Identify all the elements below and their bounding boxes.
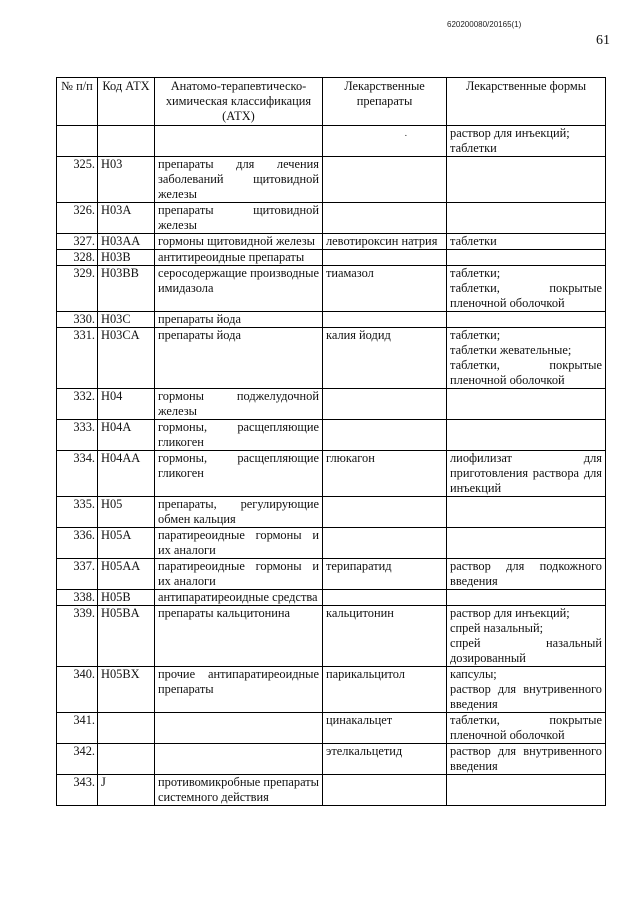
table-row [57,312,606,328]
table-header-row [57,78,606,126]
dosage-form-line: лиофилизат для приготовления раствора для инъекций [450,451,602,495]
table-body [57,126,606,806]
table-row [57,713,606,744]
classification-name-cell: антипаратиреоидные средства [155,590,323,606]
drug-name-cell [323,389,447,420]
classification-name-cell: гормоны, расщепляющие гликоген [155,420,323,451]
drug-name-cell [323,266,447,312]
dosage-form-line: таблетки, покрытые пленочной оболочкой [450,713,602,742]
dosage-form-line: раствор для внутривенного введения [450,744,602,773]
drug-name-cell [323,559,447,590]
drug-name-cell [323,126,447,157]
dosage-form-line: таблетки, покрытые пленочной оболочкой [450,358,602,387]
drug-name: калия йодид [326,328,391,342]
table-row [57,420,606,451]
drug-name-cell [323,590,447,606]
table-row [57,389,606,420]
classification-name-cell: гормоны щитовидной железы [155,234,323,250]
row-number-cell: 326. [57,203,98,234]
drug-name-cell [323,606,447,667]
drug-name: парикальцитол [326,667,405,681]
atx-code-cell: H05BA [98,606,155,667]
dosage-forms-cell [447,775,606,806]
atx-code-cell: H03C [98,312,155,328]
atx-code-cell: H05 [98,497,155,528]
dosage-form-line: раствор для инъекций; [450,126,570,140]
table-row [57,775,606,806]
classification-name-cell [155,126,323,157]
row-number-cell: 328. [57,250,98,266]
atx-code-cell: H04AA [98,451,155,497]
table-row [57,126,606,157]
row-number-cell: 338. [57,590,98,606]
dosage-forms-cell [447,203,606,234]
drug-name: цинакальцет [326,713,393,727]
atx-code-cell: H03 [98,157,155,203]
dosage-form-line: таблетки [450,234,497,248]
drug-name: терипаратид [326,559,392,573]
atx-code-cell: H04A [98,420,155,451]
drug-name-cell [323,775,447,806]
dosage-forms-cell [447,590,606,606]
drug-name-cell [323,234,447,250]
column-header-drugs: Лекарственные препараты [323,78,447,126]
atx-code-cell: H04 [98,389,155,420]
dosage-forms-cell [447,451,606,497]
classification-name-cell: паратиреоидные гормоны и их аналоги [155,559,323,590]
table-row [57,157,606,203]
row-number-cell: 336. [57,528,98,559]
table-row [57,266,606,312]
classification-name-cell: препараты йода [155,312,323,328]
classification-name-cell: гормоны, расщепляющие гликоген [155,451,323,497]
classification-name-cell: препараты йода [155,328,323,389]
atx-code-cell: J [98,775,155,806]
dosage-form-line: таблетки [450,141,497,155]
classification-name-cell: препараты щитовидной железы [155,203,323,234]
classification-name-cell: серосодержащие производные имидазола [155,266,323,312]
dosage-forms-cell [447,157,606,203]
table-row [57,744,606,775]
dosage-forms-cell [447,744,606,775]
drug-name-cell [323,157,447,203]
column-header-classification: Анатомо-терапевтическо-химическая классификация (АТХ) [155,78,323,126]
table-row [57,451,606,497]
table-row [57,497,606,528]
row-number-cell: 340. [57,667,98,713]
drug-name-cell [323,420,447,451]
row-number-cell: 343. [57,775,98,806]
atx-code-cell [98,713,155,744]
page-number: 61 [596,33,610,48]
dosage-form-line: спрей назальный; [450,621,544,635]
dosage-forms-cell [447,266,606,312]
table-row [57,250,606,266]
dosage-forms-cell [447,559,606,590]
dosage-forms-cell [447,667,606,713]
dosage-form-line: раствор для подкожного введения [450,559,602,588]
classification-name-cell: прочие антипаратиреоидные препараты [155,667,323,713]
atx-code-cell: H03CA [98,328,155,389]
classification-name-cell: противомикробные препараты системного действия [155,775,323,806]
classification-name-cell: препараты, регулирующие обмен кальция [155,497,323,528]
dosage-forms-cell [447,420,606,451]
drug-name: этелкальцетид [326,744,403,758]
row-number-cell [57,126,98,157]
classification-name-cell: антитиреоидные препараты [155,250,323,266]
row-number-cell: 342. [57,744,98,775]
classification-name-cell: гормоны поджелудочной железы [155,389,323,420]
table-row [57,559,606,590]
atx-code-cell: H03A [98,203,155,234]
drug-name: тиамазол [326,266,374,280]
drug-name-cell [323,328,447,389]
dosage-forms-cell [447,389,606,420]
drug-name-cell [323,250,447,266]
dosage-form-line: таблетки жевательные; [450,343,572,357]
row-number-cell: 339. [57,606,98,667]
atx-code-cell: H05A [98,528,155,559]
row-number-cell: 335. [57,497,98,528]
atx-code-cell [98,126,155,157]
drug-name-cell [323,667,447,713]
atx-code-cell [98,744,155,775]
stray-mark: . [404,128,407,138]
drug-name: кальцитонин [326,606,394,620]
column-header-number: № п/п [57,78,98,126]
table-row [57,234,606,250]
classification-name-cell: паратиреоидные гормоны и их аналоги [155,528,323,559]
row-number-cell: 332. [57,389,98,420]
table-row [57,590,606,606]
atx-code-cell: H03BB [98,266,155,312]
dosage-forms-cell [447,497,606,528]
classification-name-cell: препараты для лечения заболеваний щитовидной железы [155,157,323,203]
drug-name-cell [323,497,447,528]
dosage-form-line: таблетки, покрытые пленочной оболочкой [450,281,602,310]
dosage-form-line: раствор для инъекций; [450,606,570,620]
dosage-forms-cell [447,328,606,389]
table-row [57,606,606,667]
drug-name-cell [323,312,447,328]
dosage-form-line: раствор для внутривенного введения [450,682,602,711]
column-header-forms: Лекарственные формы [447,78,606,126]
table-row [57,528,606,559]
drug-name-cell [323,451,447,497]
row-number-cell: 333. [57,420,98,451]
dosage-forms-cell [447,528,606,559]
atx-code-cell: H05B [98,590,155,606]
drug-name-cell [323,203,447,234]
row-number-cell: 327. [57,234,98,250]
atx-code-cell: H03B [98,250,155,266]
row-number-cell: 341. [57,713,98,744]
drug-name: левотироксин натрия [326,234,438,248]
dosage-forms-cell [447,312,606,328]
row-number-cell: 331. [57,328,98,389]
dosage-form-line: таблетки; [450,328,501,342]
dosage-forms-cell [447,713,606,744]
dosage-form-line: капсулы; [450,667,497,681]
row-number-cell: 337. [57,559,98,590]
dosage-forms-cell [447,606,606,667]
classification-name-cell [155,713,323,744]
atx-classification-table [56,77,606,806]
table-row [57,667,606,713]
drug-name: глюкагон [326,451,375,465]
classification-name-cell: препараты кальцитонина [155,606,323,667]
dosage-form-line: спрей назальный дозированный [450,636,602,665]
drug-name-cell [323,713,447,744]
atx-code-cell: H05BX [98,667,155,713]
row-number-cell: 329. [57,266,98,312]
row-number-cell: 334. [57,451,98,497]
dosage-forms-cell [447,234,606,250]
atx-code-cell: H03AA [98,234,155,250]
document-code: 620200080/20165(1) [447,20,522,29]
drug-name-cell [323,744,447,775]
row-number-cell: 330. [57,312,98,328]
classification-name-cell [155,744,323,775]
dosage-forms-cell [447,126,606,157]
drug-name-cell [323,528,447,559]
column-header-code: Код АТХ [98,78,155,126]
dosage-form-line: таблетки; [450,266,501,280]
table-row [57,328,606,389]
dosage-forms-cell [447,250,606,266]
atx-code-cell: H05AA [98,559,155,590]
table-row [57,203,606,234]
row-number-cell: 325. [57,157,98,203]
